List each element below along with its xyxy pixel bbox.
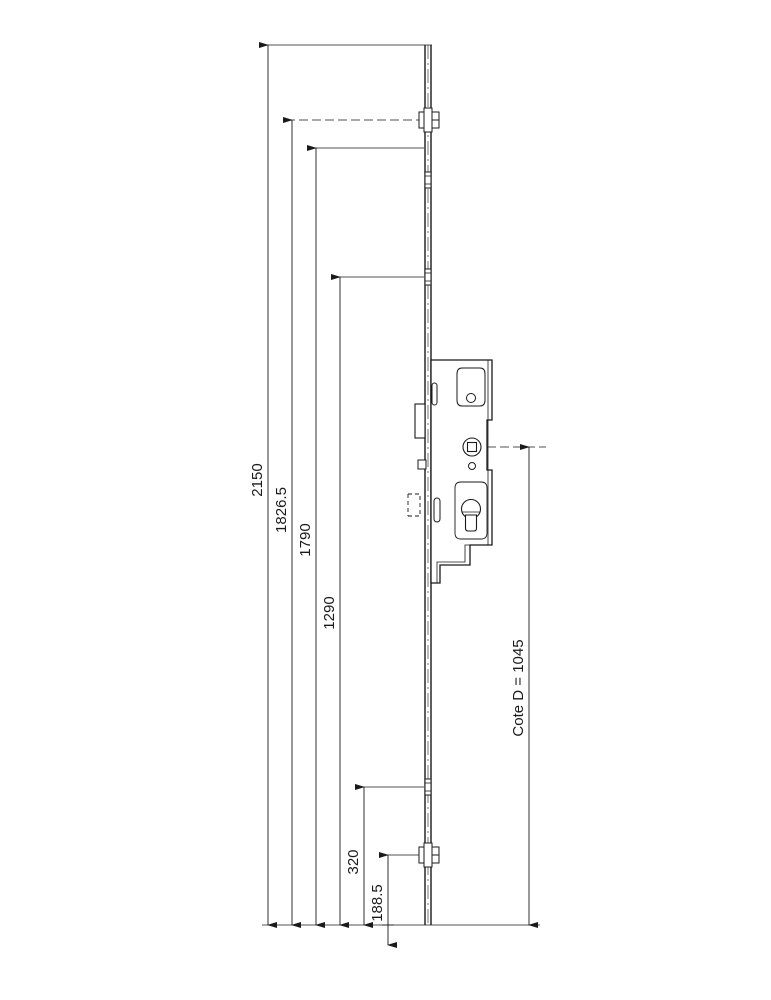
lock-case: [408, 360, 492, 583]
lock-assembly: [408, 45, 492, 925]
dimension-label-1290: 1290: [321, 596, 338, 630]
dimension-label-cote-d: Cote D = 1045: [510, 639, 527, 737]
mid-roller-cam: [425, 269, 431, 285]
dimension-label-1790: 1790: [297, 523, 314, 557]
dimension-label-2150: 2150: [249, 463, 266, 497]
upper-hook-bolt: [419, 108, 439, 132]
dimension-label-188-5: 188.5: [369, 884, 386, 922]
upper-roller-cam: [425, 172, 431, 188]
lower-hook-bolt: [419, 843, 439, 867]
dimension-label-1826-5: 1826.5: [273, 487, 290, 533]
dimension-label-320: 320: [345, 849, 362, 875]
lower-roller-cam: [425, 779, 431, 795]
dimension-extension-lines: [262, 45, 546, 925]
